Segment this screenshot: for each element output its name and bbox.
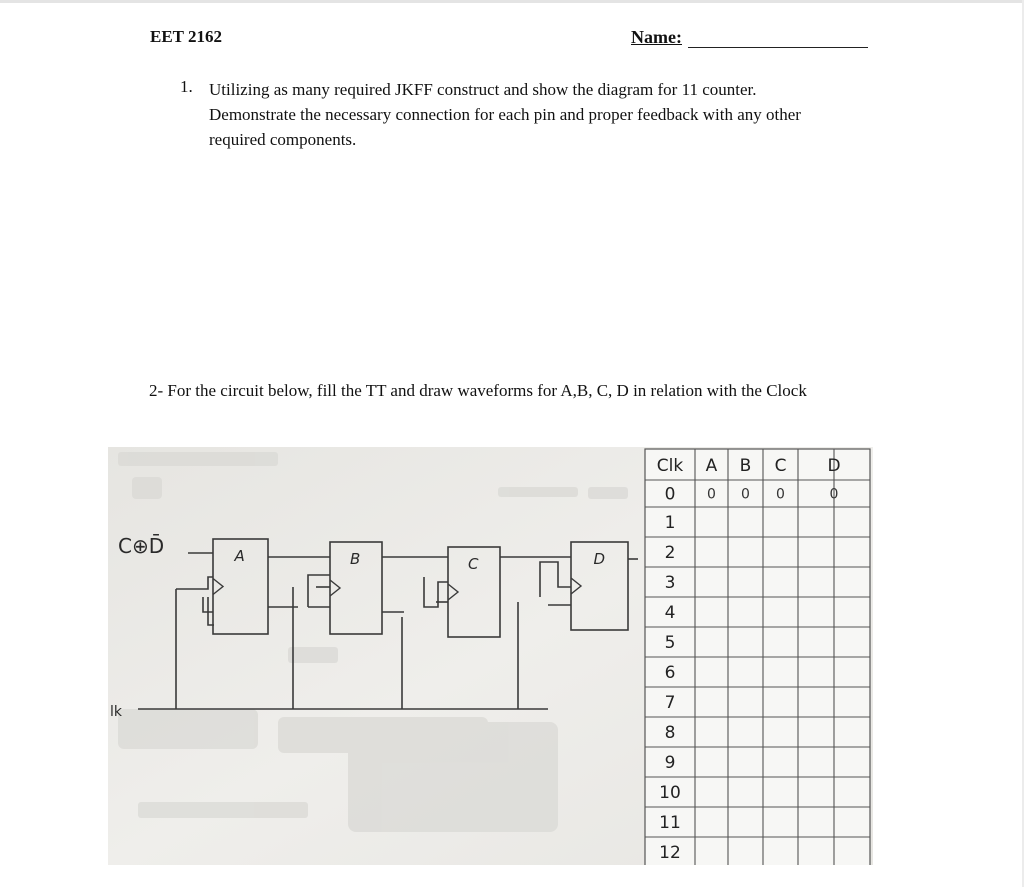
tt-clk-cell: 11 — [659, 813, 681, 833]
tt-clk-cell: 1 — [664, 513, 676, 533]
question-1-text: Utilizing as many required JKFF construct and show the diagram for 11 counter. Demonstrate the necessary connection for each pin and proper feedback with any other required components. — [209, 80, 801, 149]
tt-header-a: A — [705, 456, 718, 476]
name-label: Name: — [631, 27, 682, 47]
tt-initial-state-cell: 0 — [741, 486, 750, 503]
tt-initial-state-cell: 0 — [829, 486, 839, 503]
input-expression-label: C⊕D̄ — [118, 534, 165, 558]
tt-header-c: C — [774, 456, 787, 476]
tt-clk-cell: 2 — [664, 543, 676, 563]
tt-header-clk: Clk — [656, 456, 684, 476]
tt-header-d: D — [827, 456, 841, 476]
tt-initial-state-cell: 0 — [776, 486, 785, 503]
circuit-photo — [108, 447, 873, 865]
flipflop-label-d: D — [593, 550, 606, 568]
tt-clk-cell: 3 — [664, 573, 676, 593]
tt-clk-cell: 7 — [664, 693, 676, 713]
tt-clk-cell: 9 — [664, 753, 676, 773]
question-2-text: 2- For the circuit below, fill the TT and draw waveforms for A,B, C, D in relation with the Clock — [149, 381, 807, 400]
flipflop-label-a: A — [234, 547, 245, 565]
page-top-border — [0, 0, 1024, 3]
tt-clk-cell: 10 — [659, 783, 681, 803]
question-1-number: 1. — [180, 77, 193, 96]
tt-clk-cell: 12 — [659, 843, 681, 863]
tt-clk-cell: 6 — [664, 663, 676, 683]
course-code: EET 2162 — [150, 27, 222, 46]
name-blank-line[interactable] — [688, 47, 868, 48]
flipflop-label-b: B — [350, 550, 361, 568]
tt-clk-cell: 5 — [664, 633, 676, 653]
tt-clk-cell: 0 — [664, 484, 676, 505]
flipflop-label-c: C — [468, 555, 479, 573]
tt-initial-state-cell: 0 — [707, 486, 716, 503]
tt-clk-cell: 8 — [664, 723, 676, 743]
tt-clk-cell: 4 — [664, 603, 676, 623]
tt-header-b: B — [739, 456, 752, 476]
clock-label: lk — [110, 704, 122, 720]
